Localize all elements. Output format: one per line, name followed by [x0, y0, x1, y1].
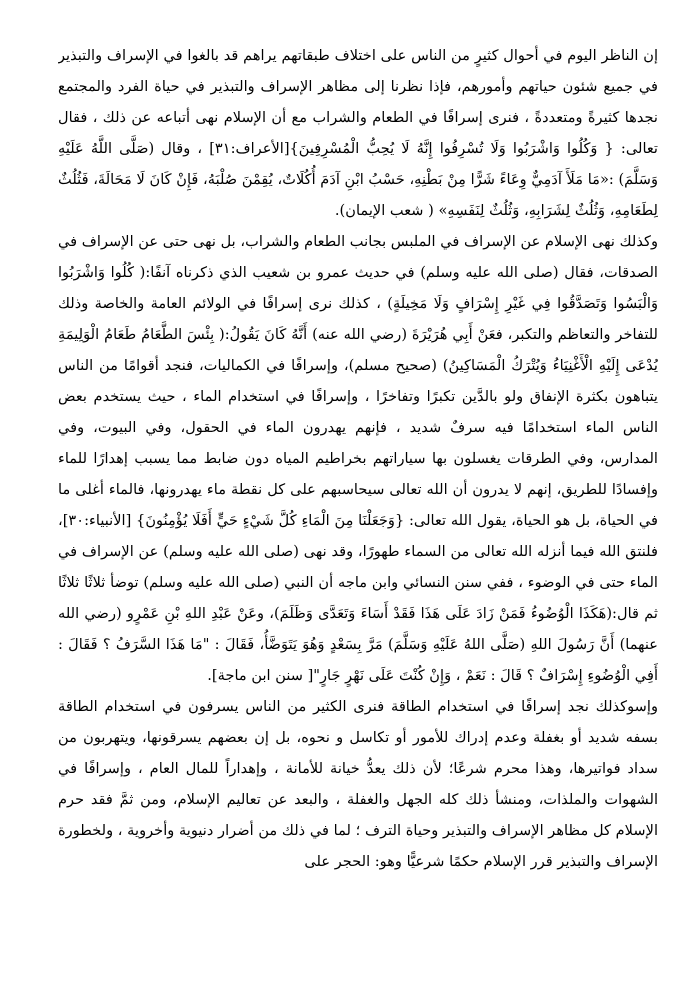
paragraph-clothing-water: وكذلك نهى الإسلام عن الإسراف في الملبس بجانب الطعام والشراب، بل نهى حتى عن الإسراف في الصدقات، فقال (صلى الله عليه وسلم) في حديث عمرو بن شعيب الذي ذكرناه آنفًا:( كُلُوا وَاشْرَبُوا وَالْبَسُوا وَتَصَدَّقُوا فِي غَيْرِ إِسْرَافٍ وَلَا مَخِيلَةٍ) ، كذلك نرى إسرافًا في الولائم العامة والخاصة وذلك للتفاخر والتعاظم والتكبر، فعَنْ أَبِي هُرَيْرَةَ (رضي الله عنه) أَنَّهُ كَانَ يَقُولُ:( بِئْسَ الطَّعَامُ طَعَامُ الْوَلِيمَةِ يُدْعَى إِلَيْهِ الْأَغْنِيَاءُ وَيُتْرَكُ الْمَسَاكِينُ) (صحيح مسلم)، وإسرافًا في الكماليات، فنجد أقوامًا من الناس يتباهون بكثرة الإنفاق ولو بالدَّين تكبرًا وتفاخرًا ، وإسرافًا في استخدام الماء ، حيث يستخدم بعض الناس الماء استخدامًا فيه سرفٌ شديد ، فإنهم يهدرون الماء في الحقول، وفي البيوت، وفي المدارس، وفي الطرقات يغسلون بها سياراتهم بخراطيم المياه دون ضابط مما يسبب إهدارًا للماء وإفسادًا للطريق، إنهم لا يدرون أن الله تعالى سيحاسبهم على كل نقطة ماء يهدرونها، فالماء أغلى ما في الحياة، بل هو الحياة، يقول الله تعالى: {وَجَعَلْنَا مِنَ الْمَاءِ كُلَّ شَيْءٍ حَيٍّ أَفَلَا يُؤْمِنُونَ} [الأنبياء:٣٠]، فلنتق الله فيما أنزله الله تعالى من السماء طهورًا، وقد نهى (صلى الله عليه وسلم) عن الإسراف في الماء حتى في الوضوء ، ففي سنن النسائي وابن ماجه أن النبي (صلى الله عليه وسلم) توضأ ثلاثًا ثلاثًا ثم قال:(هَكَذَا الْوُضُوءُ فَمَنْ زَادَ عَلَى هَذَا فَقَدْ أَسَاءَ وَتَعَدَّى وَظَلَمَ)، وعَنْ عَبْدِ اللهِ بْنِ عَمْرٍو (رضي الله عنهما) أَنَّ رَسُولَ اللهِ (صَلَّى اللهُ عَلَيْهِ وَسَلَّمَ) مَرَّ بِسَعْدٍ وَهُوَ يَتَوَضَّأُ، فَقَالَ : "مَا هَذَا السَّرَفُ ؟ فَقَالَ : أَفِي الْوُضُوءِ إِسْرَافٌ ؟ قَالَ : نَعَمْ ، وَإِنْ كُنْتَ عَلَى نَهْرٍ جَارٍ"[ سنن ابن ماجة]. — [58, 233, 658, 684]
paragraph-energy: وإسوكذلك نجد إسرافًا في استخدام الطاقة فنرى الكثير من الناس يسرفون في استخدام الطاقة بسفه شديد أو بغفلة وعدم إدراك للأمور أو تكاسل و نحوه، بل إن بعضهم يسرقونها، ويتهربون من سداد فواتيرها، وهذا محرم شرعًا؛ لأن ذلك يعدُّ خيانة للأمانة ، وإهداراً للمال العام ، وإسرافًا في الشهوات والملذات، ومنشأ ذلك كله الجهل والغفلة ، والبعد عن تعاليم الإسلام، ومن ثمَّ فقد حرم الإسلام كل مظاهر الإسراف والتبذير وحياة الترف ؛ لما في ذلك من أضرار دنيوية وأخروية ، ولخطورة الإسراف والتبذير قرر الإسلام حكمًا شرعيًّا وهو: الحجر على — [58, 698, 658, 870]
document-page — [58, 40, 658, 990]
paragraph-food-drink: إن الناظر اليوم في أحوال كثيرٍ من الناس على اختلاف طبقاتهم يراهم قد بالغوا في الإسراف والتبذير في جميع شئون حياتهم وأمورهم، فإذا نظرنا إلى مظاهر الإسراف والتبذير في حياة الفرد والمجتمع نجدها كثيرةً ومتعددةً ، فنرى إسرافًا في الطعام والشراب مع أن الإسلام نهى أتباعه عن ذلك ، فقال تعالى: { وَكُلُوا وَاشْرَبُوا وَلَا تُسْرِفُوا إِنَّهُ لَا يُحِبُّ الْمُسْرِفِينَ}[الأعراف:٣١] ، وقال (صَلَّى اللَّهُ عَلَيْهِ وَسَلَّمَ) :«مَا مَلَأَ آدَمِيٌّ وِعَاءً شَرًّا مِنْ بَطْنِهِ، حَسْبُ ابْنِ آدَمَ أُكُلَاتٌ، يُقِمْنَ صُلْبَهُ، فَإِنْ كَانَ لَا مَحَالَةَ، فَثُلُثٌ لِطَعَامِهِ، وَثُلُثٌ لِشَرَابِهِ، وَثُلُثٌ لِنَفَسِهِ» ( شعب الإيمان). — [58, 47, 658, 219]
